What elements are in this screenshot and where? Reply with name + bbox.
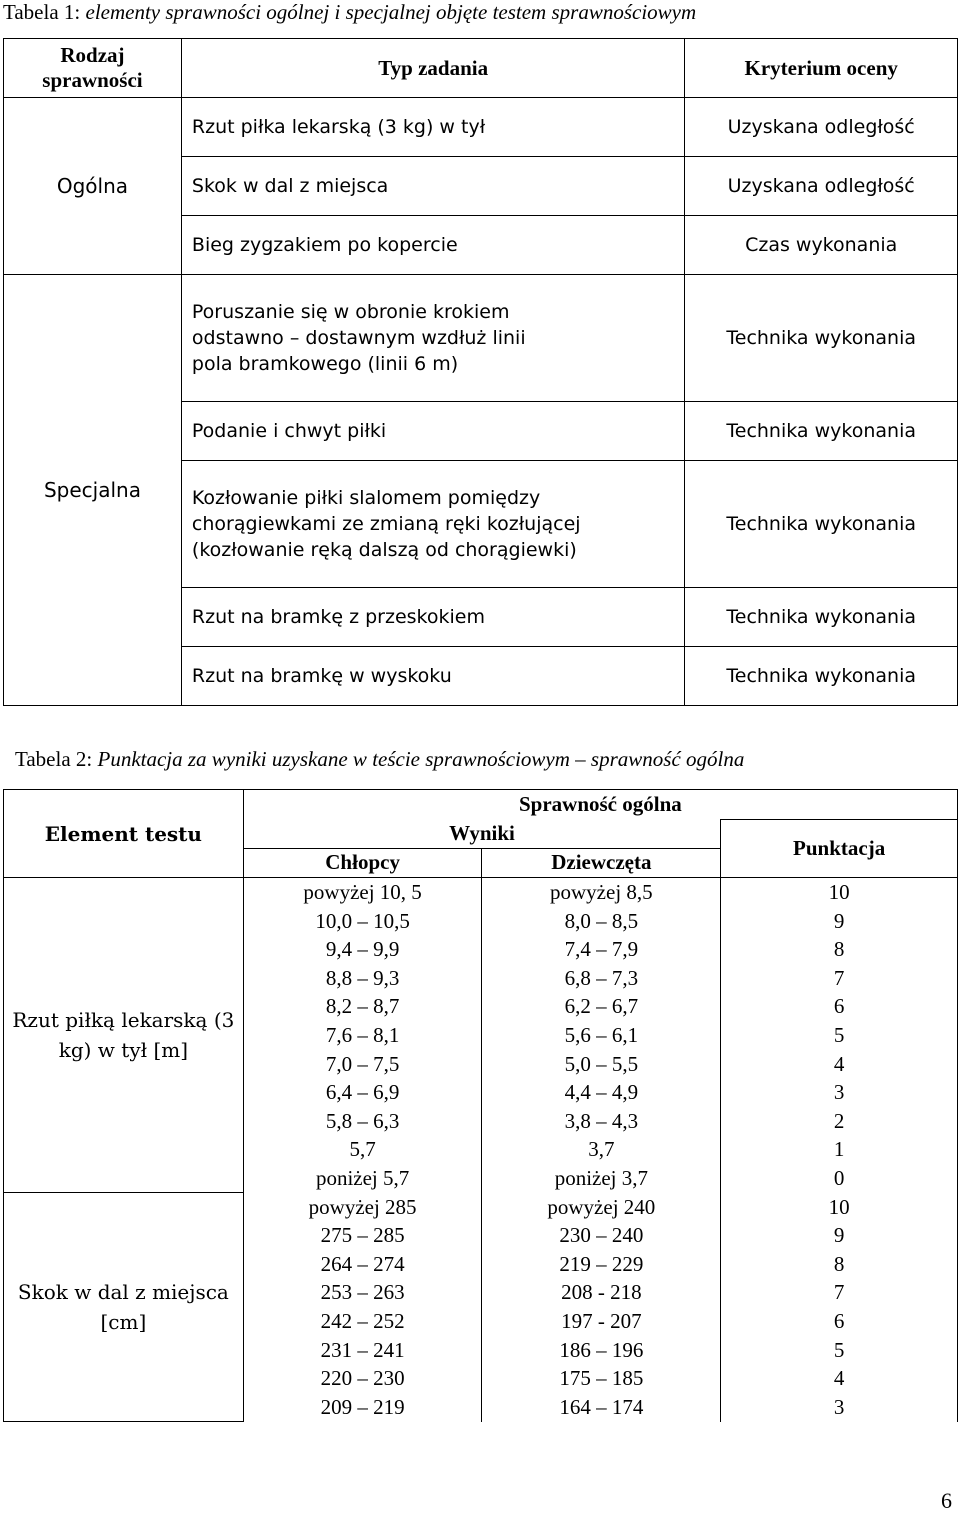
points-cell: 4 [721,1364,958,1393]
task-cell: Bieg zygzakiem po kopercie [181,216,684,275]
boys-result-cell: 264 – 274 [243,1250,482,1279]
boys-result-cell: 220 – 230 [243,1364,482,1393]
boys-result-cell: 231 – 241 [243,1336,482,1365]
boys-result-cell: poniżej 5,7 [243,1164,482,1193]
girls-result-cell: 230 – 240 [482,1221,721,1250]
girls-result-cell: 6,2 – 6,7 [482,993,721,1022]
group-type-cell: Specjalna [4,275,182,706]
boys-result-cell: 209 – 219 [243,1393,482,1422]
girls-result-cell: 6,8 – 7,3 [482,964,721,993]
header-criterion: Kryterium oceny [685,39,958,98]
boys-result-cell: 8,2 – 8,7 [243,993,482,1022]
header-girls: Dziewczęta [482,848,721,878]
task-cell: Rzut piłka lekarską (3 kg) w tył [181,98,684,157]
table-row [4,878,958,907]
task-cell: Skok w dal z miejsca [181,157,684,216]
points-cell: 8 [721,1250,958,1279]
table-row [4,1193,958,1222]
points-cell: 7 [721,964,958,993]
table2-caption: Tabela 2: Punktacja za wyniki uzyskane w teście sprawnościowym – sprawność ogólna [15,747,745,771]
criterion-cell: Uzyskana odległość [685,98,958,157]
points-cell: 3 [721,1078,958,1107]
points-cell: 10 [721,878,958,907]
header-task: Typ zadania [181,39,684,98]
table-row [4,275,958,402]
header-type: Rodzaj sprawności [4,39,182,98]
table2-group-throw [4,878,958,1193]
group-type-cell: Ogólna [4,98,182,275]
table2-group-jump [4,1193,958,1422]
criterion-cell: Czas wykonania [685,216,958,275]
points-cell: 10 [721,1193,958,1222]
table1-elements [3,38,958,706]
points-cell: 1 [721,1136,958,1165]
points-cell: 5 [721,1021,958,1050]
table1-header-row [4,39,958,98]
boys-result-cell: 6,4 – 6,9 [243,1078,482,1107]
boys-result-cell: 253 – 263 [243,1279,482,1308]
girls-result-cell: 5,0 – 5,5 [482,1050,721,1079]
points-cell: 3 [721,1393,958,1422]
criterion-cell: Technika wykonania [685,588,958,647]
boys-result-cell: 8,8 – 9,3 [243,964,482,993]
points-cell: 6 [721,993,958,1022]
header-group: Sprawność ogólna [243,790,957,820]
task-cell: Rzut na bramkę z przeskokiem [181,588,684,647]
task-cell: Poruszanie się w obronie krokiem odstawno – dostawnym wzdłuż linii pola bramkowego (linii 6 m) [181,275,684,402]
header-points: Punktacja [721,819,958,878]
girls-result-cell: 8,0 – 8,5 [482,907,721,936]
girls-result-cell: 5,6 – 6,1 [482,1021,721,1050]
girls-result-cell: 186 – 196 [482,1336,721,1365]
boys-result-cell: powyżej 10, 5 [243,878,482,907]
girls-result-cell: 7,4 – 7,9 [482,935,721,964]
girls-result-cell: poniżej 3,7 [482,1164,721,1193]
points-cell: 0 [721,1164,958,1193]
task-cell: Podanie i chwyt piłki [181,402,684,461]
points-cell: 9 [721,1221,958,1250]
criterion-cell: Uzyskana odległość [685,157,958,216]
boys-result-cell: 10,0 – 10,5 [243,907,482,936]
points-cell: 7 [721,1279,958,1308]
points-cell: 4 [721,1050,958,1079]
boys-result-cell: 275 – 285 [243,1221,482,1250]
table2-header-row-group [4,790,958,820]
criterion-cell: Technika wykonania [685,275,958,402]
boys-result-cell: 242 – 252 [243,1307,482,1336]
table1-caption: Tabela 1: elementy sprawności ogólnej i specjalnej objęte testem sprawnościowym [3,0,697,24]
boys-result-cell: 7,6 – 8,1 [243,1021,482,1050]
element-cell: Rzut piłką lekarską (3 kg) w tył [m] [4,878,244,1193]
girls-result-cell: 175 – 185 [482,1364,721,1393]
girls-result-cell: powyżej 240 [482,1193,721,1222]
element-cell: Skok w dal z miejsca [cm] [4,1193,244,1422]
girls-result-cell: 219 – 229 [482,1250,721,1279]
boys-result-cell: 9,4 – 9,9 [243,935,482,964]
boys-result-cell: 5,7 [243,1136,482,1165]
girls-result-cell: 3,7 [482,1136,721,1165]
girls-result-cell: powyżej 8,5 [482,878,721,907]
points-cell: 8 [721,935,958,964]
points-cell: 9 [721,907,958,936]
points-cell: 5 [721,1336,958,1365]
header-results: Wyniki [243,819,720,848]
points-cell: 6 [721,1307,958,1336]
points-cell: 2 [721,1107,958,1136]
girls-result-cell: 197 - 207 [482,1307,721,1336]
criterion-cell: Technika wykonania [685,647,958,706]
page-number: 6 [941,1488,952,1513]
girls-result-cell: 4,4 – 4,9 [482,1078,721,1107]
boys-result-cell: 5,8 – 6,3 [243,1107,482,1136]
task-cell: Rzut na bramkę w wyskoku [181,647,684,706]
girls-result-cell: 208 - 218 [482,1279,721,1308]
header-element: Element testu [4,790,244,878]
table-row [4,98,958,157]
criterion-cell: Technika wykonania [685,461,958,588]
table2-scoring [3,789,958,1422]
boys-result-cell: 7,0 – 7,5 [243,1050,482,1079]
header-boys: Chłopcy [243,848,482,878]
boys-result-cell: powyżej 285 [243,1193,482,1222]
girls-result-cell: 164 – 174 [482,1393,721,1422]
criterion-cell: Technika wykonania [685,402,958,461]
girls-result-cell: 3,8 – 4,3 [482,1107,721,1136]
task-cell: Kozłowanie piłki slalomem pomiędzy chorągiewkami ze zmianą ręki kozłującej (kozłowanie ręką dalszą od chorągiewki) [181,461,684,588]
